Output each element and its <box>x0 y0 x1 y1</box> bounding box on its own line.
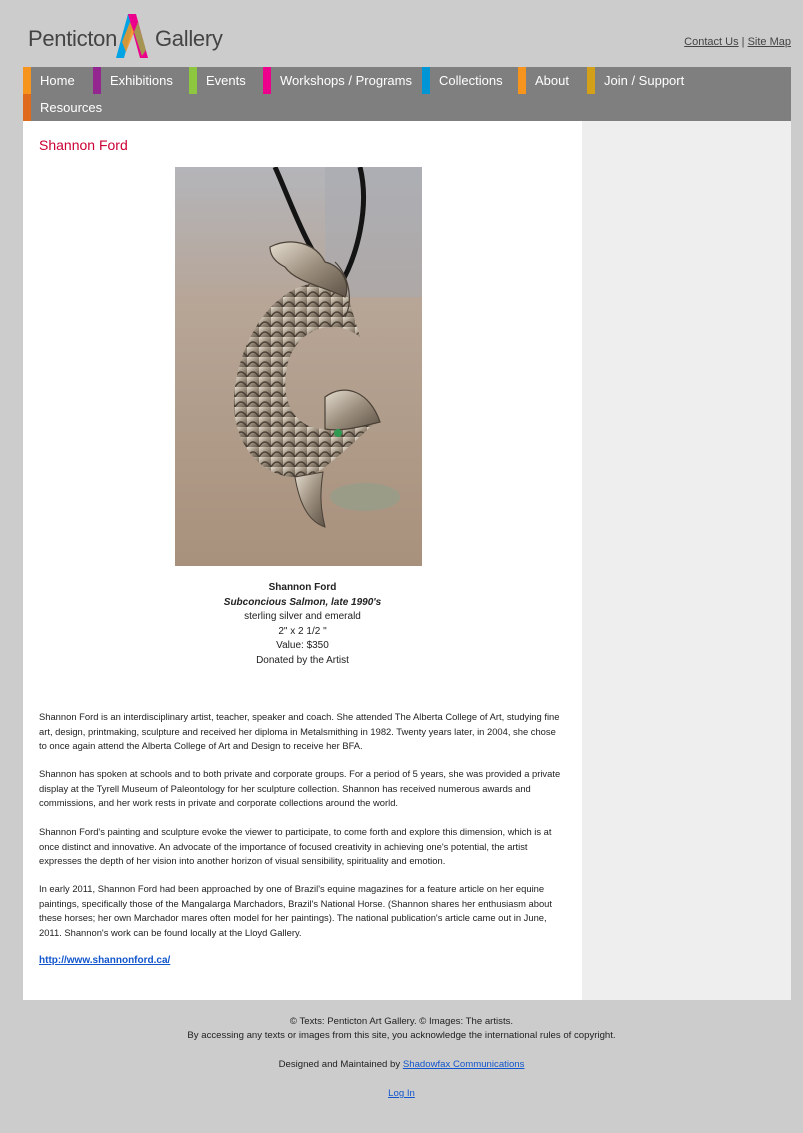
nav-item-home[interactable] <box>23 67 93 94</box>
caption-work-title: Subconcious Salmon, late 1990's <box>223 596 382 608</box>
nav-item-label: Collections <box>439 73 503 88</box>
nav-item-collections[interactable] <box>422 67 518 94</box>
logo-text-gallery: Gallery <box>155 26 223 51</box>
caption-material: sterling silver and emerald <box>244 611 361 622</box>
nav-color-bar <box>23 94 31 121</box>
bio-paragraph-4: In early 2011, Shannon Ford had been approached by one of Brazil's equine magazines for a feature article on her equine paintings, specifically those of the Mangalarga Marchadors, Brazil's National Horse. (Shannon shares her enthusiasm about these horses; her own Marchador mares often model for her paintings). The national publication's article came out in June, 2011. Shannon's work can be found locally at the Lloyd Gallery. <box>39 883 553 938</box>
page-title: Shannon Ford <box>39 137 128 153</box>
bio-paragraph-1: Shannon Ford is an interdisciplinary artist, teacher, speaker and coach. She attended The Alberta College of Art, studying fine art, design, printmaking, sculpture and received her diploma in Metalsmithing in 1982. Twenty years later, in 2004, she chose to once again attend the Alberta College of Art and Design to receive her BFA. <box>39 711 560 751</box>
nav-color-bar <box>23 67 31 94</box>
main-nav <box>23 67 791 121</box>
nav-color-bar <box>93 67 101 94</box>
login-link[interactable]: Log In <box>388 1088 415 1099</box>
nav-color-bar <box>422 67 430 94</box>
nav-item-exhibitions[interactable] <box>93 67 189 94</box>
header <box>0 0 803 67</box>
caption-size: 2" x 2 1/2 " <box>278 625 327 637</box>
caption-artist: Shannon Ford <box>268 582 337 593</box>
shadowfax-link[interactable]: Shadowfax Communications <box>402 1059 525 1070</box>
artwork-image <box>175 167 422 566</box>
contact-us-link[interactable]: Contact Us <box>684 36 739 48</box>
top-links <box>684 36 791 48</box>
nav-item-join-support[interactable] <box>587 67 707 94</box>
nav-color-bar <box>587 67 595 94</box>
nav-item-resources[interactable] <box>23 94 113 121</box>
nav-item-label: About <box>535 73 569 88</box>
nav-item-label: Home <box>40 73 75 88</box>
nav-color-bar <box>263 67 271 94</box>
nav-color-bar <box>518 67 526 94</box>
nav-item-workshops[interactable] <box>263 67 422 94</box>
top-links-separator: | <box>741 36 745 48</box>
nav-color-bar <box>189 67 197 94</box>
salmon-pendant-icon <box>175 167 422 566</box>
nav-item-label: Events <box>206 73 246 88</box>
logo-text-penticton: Penticton <box>28 26 118 51</box>
footer <box>0 1015 803 1101</box>
nav-item-about[interactable] <box>518 67 587 94</box>
nav-item-label: Resources <box>40 100 103 115</box>
artist-website-link[interactable]: http://www.shannonford.ca/ <box>39 955 171 966</box>
caption-donated: Donated by the Artist <box>256 654 349 666</box>
footer-copyright-notice: By accessing any texts or images from this site, you acknowledge the international rules of copyright. <box>187 1030 616 1041</box>
right-sidebar <box>582 121 791 1000</box>
nav-item-label: Join / Support <box>604 73 685 88</box>
nav-item-events[interactable] <box>189 67 263 94</box>
nav-item-label: Workshops / Programs <box>280 73 412 88</box>
bio-paragraph-2: Shannon has spoken at schools and to both private and corporate groups. For a period of 5 years, she was provided a private display at the Tyrell Museum of Paleontology for her sculpture collection. Shannon has received numerous awards and commissions, and her work rests in private and corporate collections around the world. <box>39 768 561 808</box>
artwork-caption <box>23 581 582 668</box>
footer-designed-by <box>0 1058 803 1072</box>
footer-designed-prefix: Designed and Maintained by <box>278 1059 403 1070</box>
main-content <box>23 121 582 1000</box>
bio-paragraph-3: Shannon Ford's painting and sculpture evoke the viewer to participate, to come forth and explore this dimension, which is at once distinct and innovative. An advocate of the importance of focused creativity in achieving one's potential, the artist expresses the depth of her vision into another horizon of visual sensibility, spirituality and emotion. <box>39 826 552 866</box>
nav-item-label: Exhibitions <box>110 73 173 88</box>
footer-copyright: © Texts: Penticton Art Gallery. © Images: The artists. <box>289 1016 514 1027</box>
logo-mark-icon <box>114 12 154 60</box>
site-map-link[interactable]: Site Map <box>747 36 791 48</box>
caption-value: Value: $350 <box>276 640 329 651</box>
